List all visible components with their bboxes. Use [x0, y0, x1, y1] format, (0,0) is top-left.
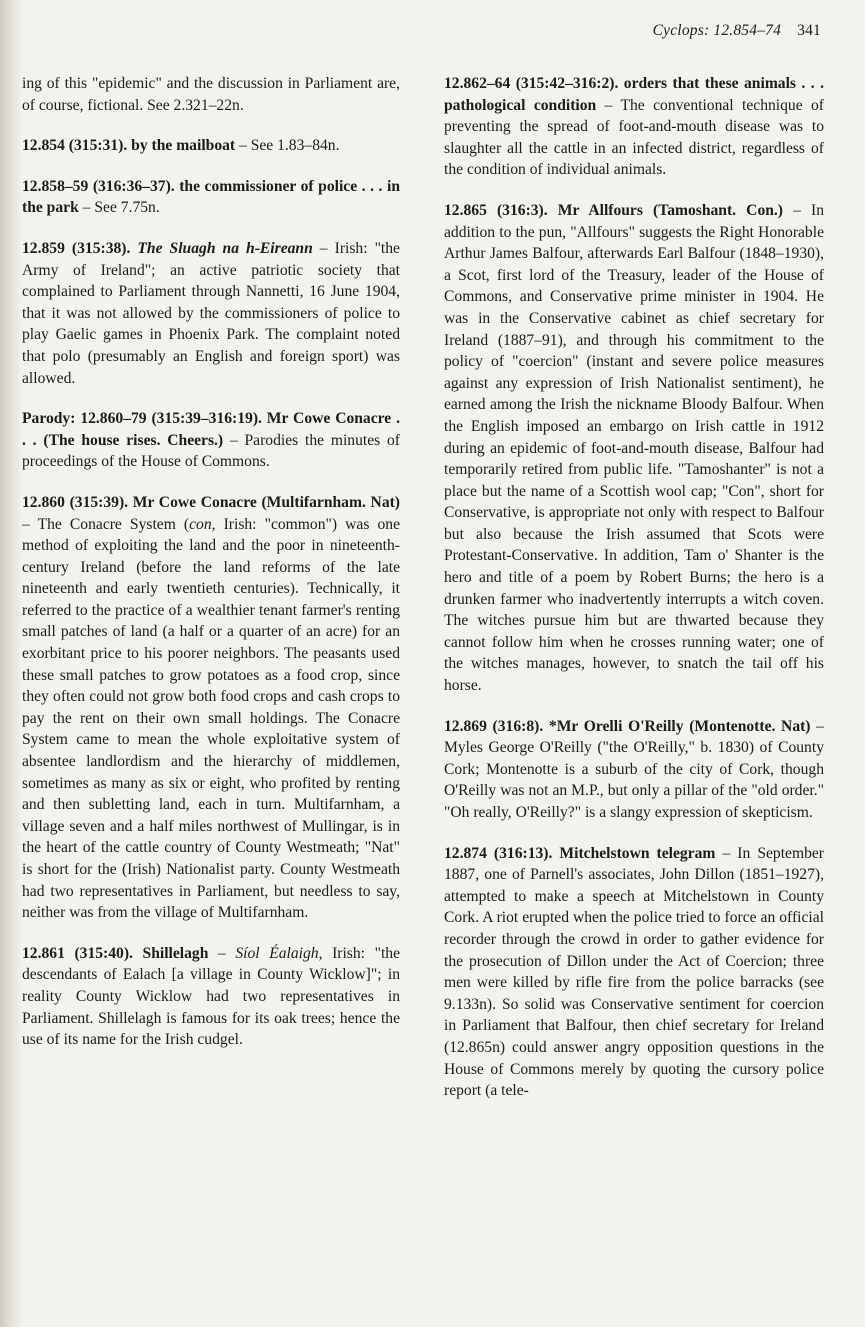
entry-body-continued: Irish: "common") was one method of exploiting the land and the poor in nineteenth-century Ireland (before the land reforms of the late nineteenth and early twentieth centuries). Technically, it referred to the practice of a wealthier tenant farmer's renting small patches of land (a half or a quarter of an acre) for an exorbitant price to his poorer neighbors. The peasants used these small patches to grow potatoes as a food crop, since they often could not grow both food crops and cash crops to pay the rent on their own small holdings. The Conacre System came to mean the whole exploitative system of absentee landlordism and the hierarchy of middlemen, sometimes as many as six or eight, who profited by renting and then subletting land, each in turn. Multifarnham, a village seven and a half miles northwest of Mullingar, is in the heart of the cattle country of County Westmeath; "Nat" is short for the (Irish) Nationalist party. County Westmeath had two representatives in Parliament, but needless to say, neither was from the village of Multifarnham. [22, 515, 400, 922]
annotation-entry [22, 238, 400, 389]
annotation-entry [444, 716, 824, 824]
entry-reference: 12.854 (315:31). by the mailboat [22, 137, 236, 155]
annotation-entry [444, 73, 824, 181]
entry-reference: 12.860 (315:39). Mr Cowe Conacre (Multifarnham. Nat) [22, 493, 400, 511]
entry-body: – Myles George O'Reilly ("the O'Reilly," b. 1830) of County Cork; Montenotte is a suburb of the city of Cork, though O'Reilly was not an M.P., but only a pillar of the "old order." "Oh really, O'Reilly?" is a slangy expression of skepticism. [444, 717, 824, 821]
entry-text [22, 943, 400, 1051]
entry-body: – See 1.83–84n. [235, 137, 340, 155]
entry-reference: 12.869 (316:8). *Mr Orelli O'Reilly (Montenotte. Nat) [444, 717, 811, 735]
entry-body: – The Conacre System ( [22, 515, 190, 533]
entry-body: – In September 1887, one of Parnell's associates, John Dillon (1851–1927), attempted to make a speech at Mitchelstown in County Cork. A riot erupted when the police tried to force an official recorder through the crowd in order to gather evidence for the prosecution of Dillon under the Act of Coercion; three men were killed by rifle fire from the police barracks (see 9.133n). So solid was Conservative sentiment for coercion in Parliament that Balfour, then chief secretary for Ireland (12.865n) could answer angry opposition questions in the House of Commons merely by quoting the cursory police report (a tele- [444, 844, 825, 1100]
entry-dash: – [208, 944, 236, 962]
entry-reference: 12.859 (315:38). [22, 239, 138, 257]
annotation-entry [22, 408, 400, 473]
running-head [653, 22, 821, 40]
entry-text [444, 73, 824, 181]
entry-body: – Parodies the minutes of proceedings of the House of Commons. [22, 431, 400, 471]
entry-italic-term: con, [189, 515, 216, 533]
entry-text [22, 238, 400, 389]
annotation-entry [444, 843, 824, 1102]
annotation-entry [22, 943, 400, 1051]
left-column [22, 73, 400, 1070]
entry-reference: 12.865 (316:3). Mr Allfours (Tamoshant. Con.) [444, 201, 783, 219]
entry-text [22, 176, 400, 219]
entry-reference: Parody: 12.860–79 (315:39–316:19). Mr Cowe Conacre . . . (The house rises. Cheers.) [22, 410, 400, 449]
annotation-entry [22, 73, 400, 116]
annotation-entry [22, 492, 400, 924]
annotation-entry [22, 135, 400, 157]
page-gutter-shadow [0, 0, 22, 1327]
entry-body: – See 7.75n. [78, 199, 160, 217]
entry-reference: 12.858–59 (316:36–37). the commissioner of police . . . in the park [22, 177, 400, 217]
entry-text [22, 135, 400, 157]
entry-body: Irish: "the descendants of Ealach [a village in County Wicklow]"; in reality County Wicklow had two representatives in Parliament. Shillelagh is famous for its oak trees; hence the use of its name for the Irish cudgel. [22, 944, 400, 1049]
entry-body: – In addition to the pun, "Allfours" suggests the Right Honorable Arthur James Balfour, afterwards Earl Balfour (1848–1930), a Scot, first lord of the Treasury, leader of the House of Commons, and Conservative prime minister in 1904. He was in the Conservative cabinet as chief secretary for Ireland (1887–91), and through his commitment to the policy of "coercion" (instant and severe police measures against any expression of Irish Nationalist sentiment), he earned among the Irish the nickname Bloody Balfour. When the English imposed an embargo on Irish cattle in 1912 during an epidemic of foot-and-mouth disease, Balfour had temporarily retired from public life. "Tamoshanter" is not a place but the name of a Scottish wool cap; "Con", short for Conservative, is appropriate not only with respect to Balfour but also because the Irish assumed that Scots were Protestant-Conservative. In addition, Tam o' Shanter is the hero and title of a poem by Robert Burns; the hero is a drunken farmer who inadvertently interrupts a witch coven. The witches pursue him but are thwarted because they cannot follow him when he crosses running water; one of the witches manages, however, to snatch the tail off his horse. [444, 201, 824, 695]
entry-reference: 12.874 (316:13). Mitchelstown telegram [444, 844, 716, 862]
entry-body: ing of this "epidemic" and the discussion in Parliament are, of course, fictional. See 2.321–22n. [22, 75, 400, 114]
entry-text [444, 200, 824, 697]
entry-text [22, 408, 400, 473]
entry-text [444, 716, 824, 824]
entry-text [444, 843, 824, 1102]
annotation-entry [22, 176, 400, 219]
entry-body: – Irish: "the Army of Ireland"; an active patriotic society that complained to Parliament through Nannetti, 16 June 1904, that it was not allowed by the commissioners of police to play Gaelic games in Phoenix Park. The complaint noted that polo (presumably an English and foreign sport) was allowed. [22, 239, 400, 387]
entry-italic-term: Síol Éalaigh, [235, 944, 323, 962]
entry-text [22, 73, 400, 116]
entry-reference: 12.862–64 (315:42–316:2). orders that these animals . . . pathological condition [444, 75, 824, 114]
page-number: 341 [797, 22, 821, 39]
entry-reference: 12.861 (315:40). Shillelagh [22, 944, 209, 962]
entry-lemma: The Sluagh na h-Eireann [137, 239, 313, 257]
running-head-title: Cyclops: 12.854–74 [652, 22, 782, 39]
entry-body: – The conventional technique of preventing the spread of foot-and-mouth disease was to slaughter all the cattle in an infected district, regardless of the condition of individual animals. [444, 96, 825, 179]
annotation-entry [444, 200, 824, 697]
right-column [444, 73, 824, 1121]
entry-text [22, 492, 400, 924]
